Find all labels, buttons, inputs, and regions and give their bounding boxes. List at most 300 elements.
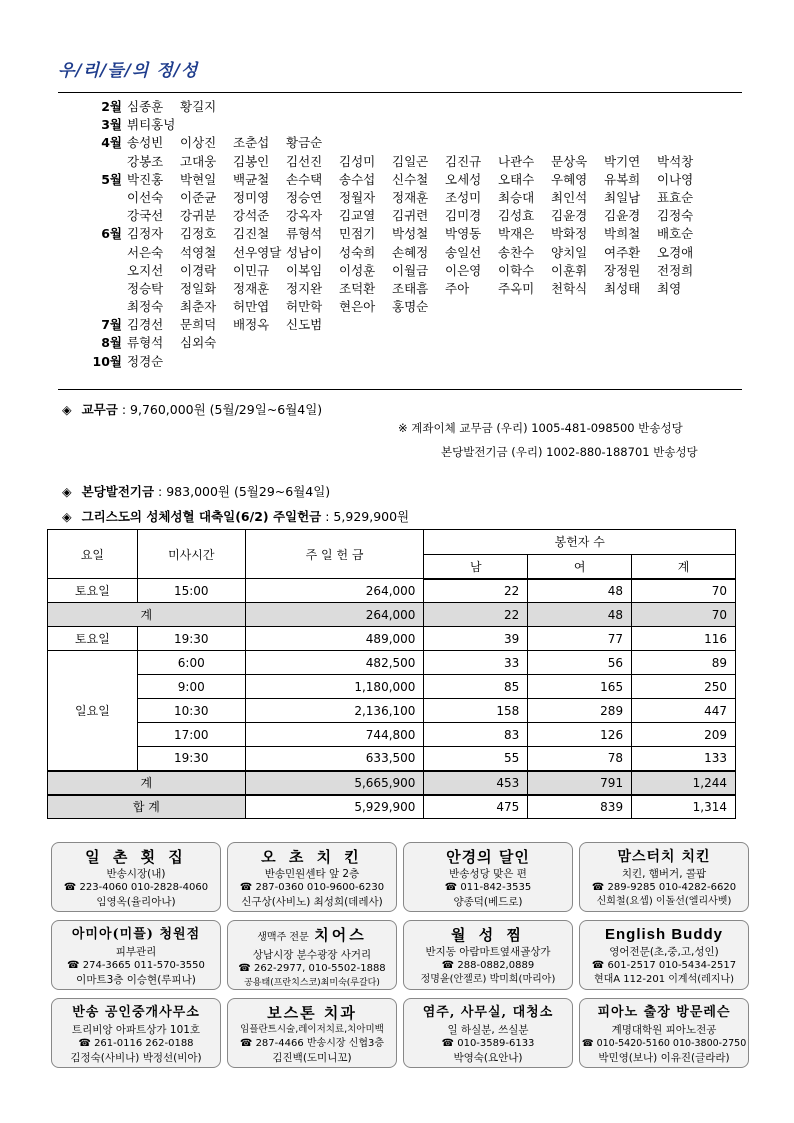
- ad-phone: ☎ 288-0882,0889: [441, 960, 535, 971]
- donor-name: 이선숙: [127, 189, 164, 205]
- donor-name: 이학수: [498, 262, 535, 278]
- donor-name: 박성철: [392, 226, 429, 242]
- donor-name: 정승탁: [127, 280, 164, 296]
- donor-name: 문희덕: [180, 317, 217, 333]
- donor-name: 백균철: [233, 171, 270, 187]
- donor-name: 정재훈: [392, 189, 429, 205]
- donor-name: 최승대: [498, 189, 535, 205]
- donor-name: 이민규: [233, 262, 270, 278]
- donor-name: 류형석: [127, 335, 164, 351]
- donor-name: 최춘자: [180, 299, 217, 315]
- donor-name: 여주환: [604, 244, 641, 260]
- ad-address: 반지동 아람마트옆새골상가: [425, 946, 551, 958]
- donor-name: 황금순: [286, 135, 323, 151]
- grand-total-row: [48, 795, 736, 819]
- ad-owner: 김진백(도미니꼬): [272, 1052, 352, 1064]
- ad-ocho: [227, 842, 397, 912]
- donor-name: 김정호: [180, 226, 217, 242]
- ad-name: 안경의 달인: [446, 848, 530, 866]
- donor-name: 이경락: [180, 262, 217, 278]
- row-day: 토요일: [48, 579, 138, 603]
- donor-name: 고대웅: [180, 153, 217, 169]
- ad-english-buddy: [579, 920, 749, 990]
- row-amount: 1,180,000: [245, 675, 424, 699]
- donor-name: 김윤경: [604, 208, 641, 224]
- row-total: 250: [632, 675, 736, 699]
- donor-name: 문상욱: [551, 153, 588, 169]
- donor-name: 천학식: [551, 280, 588, 296]
- donor-month: [80, 153, 126, 171]
- ad-name: 오 초 치 킨: [261, 848, 363, 866]
- donor-name: 조춘섭: [233, 135, 270, 151]
- donor-name: 현은아: [339, 299, 376, 315]
- donor-names: [126, 280, 740, 298]
- donor-row: [80, 244, 740, 262]
- donor-name: 성남이: [286, 244, 323, 260]
- subtotal-row: [48, 771, 736, 795]
- donor-name: 강귀분: [180, 208, 217, 224]
- row-amount: 744,800: [245, 723, 424, 747]
- donor-name: 박기연: [604, 153, 641, 169]
- donor-name: 박현일: [180, 171, 217, 187]
- ad-realty: [51, 998, 221, 1068]
- ad-cheers: [227, 920, 397, 990]
- donor-row: [80, 225, 740, 243]
- donor-name: 배정옥: [233, 317, 270, 333]
- ad-phone: ☎ 261-0116 262-0188: [78, 1038, 194, 1049]
- ad-address: 트리비앙 아파트상가 101호: [71, 1024, 201, 1036]
- table-row: [48, 579, 736, 603]
- ad-cleaning: [403, 998, 573, 1068]
- donor-row: [80, 134, 740, 152]
- donor-name: 송일선: [445, 244, 482, 260]
- donor-row: [80, 334, 740, 352]
- ad-phone: ☎ 274-3665 011-570-3550: [67, 960, 205, 971]
- row-time: 17:00: [137, 723, 245, 747]
- ad-owner: 공용태(프란치스코)최미숙(루갈다): [244, 978, 380, 988]
- row-amount: 264,000: [245, 579, 424, 603]
- donor-names: [126, 334, 740, 352]
- ad-phone: ☎ 223-4060 010-2828-4060: [63, 882, 209, 893]
- donor-row: [80, 189, 740, 207]
- donor-name: 송찬수: [498, 244, 535, 260]
- ad-owner: 김정숙(사비나) 박정선(비아): [70, 1052, 202, 1064]
- row-female: 289: [528, 699, 632, 723]
- donor-name: 김성효: [498, 208, 535, 224]
- donor-name: 박희철: [604, 226, 641, 242]
- donor-name: 최성태: [604, 280, 641, 296]
- donor-name: 류형석: [286, 226, 323, 242]
- donor-name: 김성미: [339, 153, 376, 169]
- donor-name: 강국선: [127, 208, 164, 224]
- table-row: [48, 651, 736, 675]
- donor-name: 장정원: [604, 262, 641, 278]
- row-time: 19:30: [137, 747, 245, 771]
- donor-name: 이성훈: [339, 262, 376, 278]
- donor-name: 허만학: [286, 299, 323, 315]
- donor-name: 표효순: [657, 189, 694, 205]
- row-time: 10:30: [137, 699, 245, 723]
- bullet-icon: ◈: [62, 509, 72, 524]
- donor-name: 정경순: [127, 353, 164, 369]
- donor-name: 김교열: [339, 208, 376, 224]
- donor-month: 5월: [101, 171, 122, 187]
- donor-row: [80, 262, 740, 280]
- row-total: 116: [632, 627, 736, 651]
- donor-name: 김일곤: [392, 153, 429, 169]
- donor-month: 7월: [101, 317, 122, 333]
- sunday-label: 일요일: [48, 651, 138, 771]
- donor-name: 이복임: [286, 262, 323, 278]
- subtotal-row: [48, 603, 736, 627]
- donor-row: [80, 116, 740, 134]
- donor-name: 정재훈: [233, 280, 270, 296]
- header-donors: 봉헌자 수: [424, 530, 736, 555]
- header-mass: 미사시간: [137, 530, 245, 579]
- donor-month: 2월: [101, 99, 122, 114]
- donor-name: 황길지: [180, 99, 217, 114]
- ad-owner: 양종덕(베드로): [453, 896, 523, 908]
- donor-row: [80, 153, 740, 171]
- donor-name: 박영동: [445, 226, 482, 242]
- row-amount: 2,136,100: [245, 699, 424, 723]
- row-male: 453: [424, 771, 528, 795]
- donor-name: 배호순: [657, 226, 694, 242]
- donor-name: 이훈휘: [551, 262, 588, 278]
- header-offering: 주 일 헌 금: [245, 530, 424, 579]
- ad-ilchon: [51, 842, 221, 912]
- donor-name: 이상진: [180, 135, 217, 151]
- row-time: 19:30: [137, 627, 245, 651]
- ad-name: 치어스: [314, 926, 367, 944]
- donor-name: 김정자: [127, 226, 164, 242]
- table-row: [48, 747, 736, 771]
- donor-names: [126, 225, 740, 243]
- ad-name: 반송 공인중개사무소: [72, 1005, 200, 1020]
- donor-name: 김귀련: [392, 208, 429, 224]
- ad-name-row: [228, 925, 396, 948]
- page-title: 우/리/들/의 정/성: [58, 61, 199, 81]
- donor-month: 8월: [101, 335, 122, 351]
- donor-name: 최인석: [551, 189, 588, 205]
- row-female: 48: [528, 579, 632, 603]
- donor-name: 김미경: [445, 208, 482, 224]
- ad-wolseong: [403, 920, 573, 990]
- row-total: 447: [632, 699, 736, 723]
- donor-name: 최일남: [604, 189, 641, 205]
- donor-name: 뷔티홍넝: [127, 117, 176, 133]
- ad-owner: 이마트3층 이승현(루피나): [76, 974, 196, 986]
- donor-names: [126, 353, 740, 371]
- donor-name: 주아: [445, 280, 470, 296]
- donor-name: 박재은: [498, 226, 535, 242]
- header-male: 남: [424, 554, 528, 579]
- row-female: 56: [528, 651, 632, 675]
- donor-row: [80, 280, 740, 298]
- ad-momstouch: [579, 842, 749, 912]
- table-row: [48, 723, 736, 747]
- donor-name: 김윤경: [551, 208, 588, 224]
- ad-address: 계명대학원 피아노전공: [611, 1024, 717, 1036]
- donor-row: [80, 98, 740, 116]
- ad-boston-dental: [227, 998, 397, 1068]
- ad-phone: ☎ 011-842-3535: [444, 882, 532, 893]
- donor-name: 심종훈: [127, 99, 164, 114]
- ad-name: 아미아(미플) 청원점: [71, 927, 201, 942]
- row-total: 70: [632, 603, 736, 627]
- donor-row: [80, 316, 740, 334]
- donor-name: 손혜정: [392, 244, 429, 260]
- ad-name: 염주, 사무실, 대청소: [422, 1005, 554, 1020]
- header-female: 여: [528, 554, 632, 579]
- bullet-icon: ◈: [62, 484, 72, 499]
- ad-owner: 임영옥(율리아나): [96, 896, 176, 908]
- donor-name: 조덕환: [339, 280, 376, 296]
- row-total: 89: [632, 651, 736, 675]
- donor-name: 성숙희: [339, 244, 376, 260]
- row-amount: 482,500: [245, 651, 424, 675]
- row-male: 22: [424, 579, 528, 603]
- row-female: 48: [528, 603, 632, 627]
- ad-name: 보스톤 치과: [267, 1004, 357, 1022]
- ad-address: 영어전문(초,중,고,성인): [609, 946, 719, 958]
- donor-row: [80, 207, 740, 225]
- donor-name: 김정숙: [657, 208, 694, 224]
- donor-name: 박화정: [551, 226, 588, 242]
- row-total: 1,244: [632, 771, 736, 795]
- donor-name: 송성빈: [127, 135, 164, 151]
- donor-names: [126, 134, 740, 152]
- donor-name: 전정희: [657, 262, 694, 278]
- donor-name: 신도범: [286, 317, 323, 333]
- donor-month: 4월: [101, 135, 122, 151]
- ad-phone: ☎ 289-9285 010-4282-6620: [591, 882, 737, 893]
- donor-month: 6월: [101, 226, 122, 242]
- donor-row: [80, 298, 740, 316]
- ad-address: 반송성당 맞은 편: [449, 868, 527, 880]
- donor-name: 손수택: [286, 171, 323, 187]
- donor-row: [80, 353, 740, 371]
- donor-row: [80, 171, 740, 189]
- ad-owner: 정명윤(안젤로) 박미희(마리아): [420, 974, 556, 985]
- donor-name: 최정숙: [127, 299, 164, 315]
- dev-account-note: 본당발전기금 (우리) 1002-880-188701 반송성당: [441, 445, 698, 459]
- donor-names: [126, 244, 740, 262]
- donor-name: 홍명순: [392, 299, 429, 315]
- ad-glasses: [403, 842, 573, 912]
- donor-name: 김진규: [445, 153, 482, 169]
- ad-address: 임플란트시술,레이저치료,치아미백: [240, 1024, 384, 1035]
- ad-address: 피부관리: [115, 946, 157, 958]
- row-time: 15:00: [137, 579, 245, 603]
- donor-name: 김진철: [233, 226, 270, 242]
- donor-name: 강봉조: [127, 153, 164, 169]
- row-time: 9:00: [137, 675, 245, 699]
- ad-phone: ☎ 010-3589-6133: [441, 1038, 535, 1049]
- donor-month: [80, 189, 126, 207]
- donor-name: 유복희: [604, 171, 641, 187]
- donor-month: [80, 262, 126, 280]
- donor-name: 김봉인: [233, 153, 270, 169]
- donor-name: 서은숙: [127, 244, 164, 260]
- row-male: 39: [424, 627, 528, 651]
- donor-name: 이월금: [392, 262, 429, 278]
- ad-phone: ☎ 262-2977, 010-5502-1888: [238, 963, 386, 974]
- row-time: 6:00: [137, 651, 245, 675]
- ad-phone: ☎ 287-4466 반송시장 신협3층: [239, 1038, 385, 1049]
- row-female: 78: [528, 747, 632, 771]
- donor-name: 석영철: [180, 244, 217, 260]
- subtotal-label: 계: [48, 771, 246, 795]
- row-female: 165: [528, 675, 632, 699]
- donor-name: 박진홍: [127, 171, 164, 187]
- ad-phone: ☎ 287-0360 010-9600-6230: [239, 882, 385, 893]
- donor-name: 선우영달: [233, 244, 282, 260]
- row-male: 33: [424, 651, 528, 675]
- dev-fund-label: 본당발전기금: [81, 484, 155, 499]
- bullet-icon: ◈: [62, 402, 72, 417]
- row-male: 55: [424, 747, 528, 771]
- row-amount: 5,929,900: [245, 795, 424, 819]
- row-amount: 489,000: [245, 627, 424, 651]
- collection-line: [62, 507, 409, 525]
- donor-name: 우혜영: [551, 171, 588, 187]
- dev-fund-line: [62, 482, 330, 500]
- table-row: [48, 675, 736, 699]
- table-header-row: [48, 530, 736, 555]
- donor-name: 정미영: [233, 189, 270, 205]
- donor-name: 정월자: [339, 189, 376, 205]
- donor-month: 3월: [101, 117, 122, 133]
- donor-name: 주옥미: [498, 280, 535, 296]
- donor-names: [126, 262, 740, 280]
- ad-address: 일 하실분, 쓰실분: [447, 1024, 529, 1036]
- donor-month: [80, 244, 126, 262]
- donor-month: 10월: [92, 353, 122, 369]
- row-male: 158: [424, 699, 528, 723]
- row-female: 126: [528, 723, 632, 747]
- donor-names: [126, 171, 740, 189]
- ad-piano: [579, 998, 749, 1068]
- ad-name: 일 촌 횟 집: [85, 848, 187, 866]
- sacrifice-label: 교무금: [81, 402, 118, 417]
- donor-name: 조성미: [445, 189, 482, 205]
- ad-name: English Buddy: [605, 926, 723, 943]
- table-row: [48, 627, 736, 651]
- row-amount: 633,500: [245, 747, 424, 771]
- mid-divider: [58, 389, 742, 390]
- transfer-note: ※ 계좌이체 교무금 (우리) 1005-481-098500 반송성당: [398, 421, 683, 435]
- ad-address: 반송민원센타 앞 2층: [264, 868, 360, 880]
- collection-value: : 5,929,900원: [325, 509, 410, 524]
- donor-name: 허만엽: [233, 299, 270, 315]
- donor-name: 오태수: [498, 171, 535, 187]
- donor-names: [126, 98, 740, 116]
- table-row: [48, 699, 736, 723]
- donor-name: 양치일: [551, 244, 588, 260]
- subtotal-label: 계: [48, 603, 246, 627]
- row-amount: 264,000: [245, 603, 424, 627]
- ad-name: 맘스터치 치킨: [617, 849, 711, 865]
- ad-owner: 신구상(사비노) 최성희(데레사): [241, 896, 383, 908]
- donor-name: 정지완: [286, 280, 323, 296]
- donor-name: 정일화: [180, 280, 217, 296]
- donor-name: 오경애: [657, 244, 694, 260]
- header-total: 계: [632, 554, 736, 579]
- donor-name: 강옥자: [286, 208, 323, 224]
- donor-month: [80, 298, 126, 316]
- dev-fund-value: : 983,000원 (5월29~6월4일): [158, 484, 331, 499]
- donor-month: [80, 280, 126, 298]
- row-amount: 5,665,900: [245, 771, 424, 795]
- ad-name: 월 성 찜: [451, 926, 525, 944]
- row-male: 83: [424, 723, 528, 747]
- collection-label: 그리스도의 성체성혈 대축일(6/2) 주일헌금: [81, 509, 322, 524]
- ad-owner: 신희철(요셉) 이돌선(엘리사벳): [596, 896, 732, 907]
- row-female: 839: [528, 795, 632, 819]
- row-female: 791: [528, 771, 632, 795]
- donor-name: 김경선: [127, 317, 164, 333]
- donor-names: [126, 116, 740, 134]
- donor-name: 조태흠: [392, 280, 429, 296]
- donor-name: 강석준: [233, 208, 270, 224]
- grand-total-label: 합 계: [48, 795, 246, 819]
- donor-name: 신수철: [392, 171, 429, 187]
- ad-address: 치킨, 햄버거, 콜팝: [621, 868, 707, 880]
- ad-address: 상남시장 분수광장 사거리: [252, 949, 372, 961]
- donor-names: [126, 153, 740, 171]
- donor-name: 최영: [657, 280, 682, 296]
- top-divider: [58, 92, 742, 93]
- row-female: 77: [528, 627, 632, 651]
- donor-name: 오지선: [127, 262, 164, 278]
- donor-names: [126, 207, 740, 225]
- offering-table: [47, 529, 736, 819]
- ad-tag: 생맥주 전문: [257, 932, 309, 943]
- donor-name: 김선진: [286, 153, 323, 169]
- donor-names: [126, 316, 740, 334]
- donor-name: 정승연: [286, 189, 323, 205]
- donor-name: 나관수: [498, 153, 535, 169]
- ad-amia: [51, 920, 221, 990]
- donor-name: 오세성: [445, 171, 482, 187]
- row-total: 209: [632, 723, 736, 747]
- ad-owner: 현대A 112-201 이계석(레지나): [593, 974, 735, 985]
- donor-name: 이준균: [180, 189, 217, 205]
- row-day: 토요일: [48, 627, 138, 651]
- donor-name: 이나영: [657, 171, 694, 187]
- row-male: 22: [424, 603, 528, 627]
- donor-name: 심외숙: [180, 335, 217, 351]
- ad-address: 반송시장(내): [106, 868, 166, 880]
- ad-phone: ☎ 601-2517 010-5434-2517: [591, 960, 737, 971]
- row-male: 85: [424, 675, 528, 699]
- ad-phone: ☎ 010-5420-5160 010-3800-2750: [581, 1038, 747, 1049]
- donor-list: [80, 98, 740, 371]
- donor-name: 송수섭: [339, 171, 376, 187]
- donor-name: 이은영: [445, 262, 482, 278]
- sacrifice-value: : 9,760,000원 (5월/29일~6월4일): [121, 402, 323, 417]
- ad-owner: 박민영(보나) 이유진(글라라): [598, 1052, 730, 1064]
- row-male: 475: [424, 795, 528, 819]
- donor-name: 박석창: [657, 153, 694, 169]
- row-total: 133: [632, 747, 736, 771]
- row-total: 1,314: [632, 795, 736, 819]
- donor-month: [80, 207, 126, 225]
- donor-name: 민점기: [339, 226, 376, 242]
- donor-names: [126, 298, 740, 316]
- ad-owner: 박영숙(요안나): [453, 1052, 523, 1064]
